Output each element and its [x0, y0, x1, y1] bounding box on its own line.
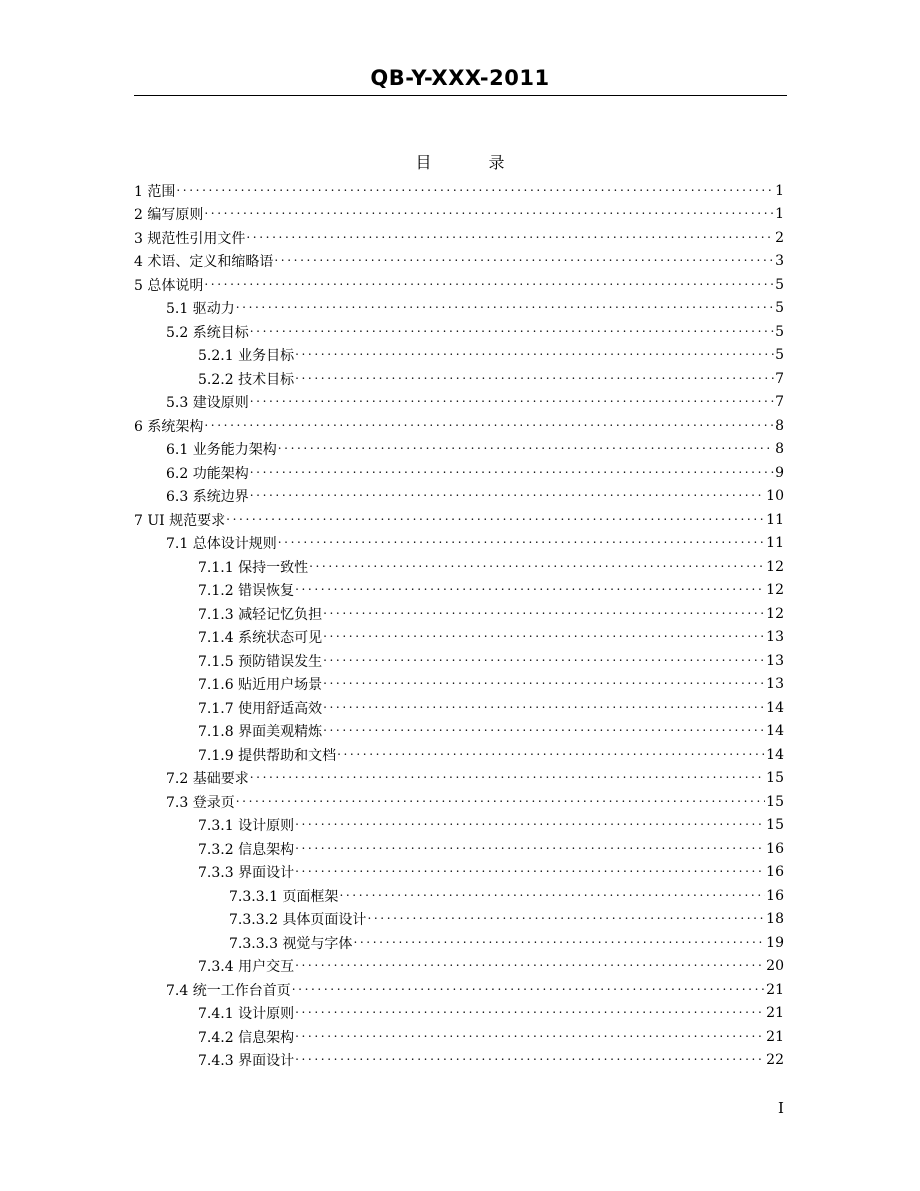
toc-entry-title: 业务目标 [238, 348, 295, 365]
toc-entry-label [166, 298, 235, 318]
toc-entry-title: 系统边界 [192, 489, 249, 506]
toc-entry-page: 21 [766, 1005, 784, 1022]
toc-entry[interactable] [134, 414, 784, 438]
toc-entry-number: 5.2 [166, 324, 189, 341]
toc-entry-label [134, 275, 203, 295]
table-of-contents [134, 179, 784, 1072]
toc-dot-leader [323, 630, 765, 644]
toc-entry[interactable] [134, 1025, 784, 1049]
toc-entry-page: 16 [766, 840, 784, 857]
toc-entry-number: 7.3.1 [198, 818, 234, 835]
toc-dot-leader [246, 231, 774, 245]
toc-entry-page: 7 [775, 370, 784, 387]
toc-dot-leader [292, 983, 765, 997]
toc-entry[interactable] [134, 626, 784, 650]
toc-dot-leader [295, 1006, 765, 1020]
toc-dot-leader [295, 1030, 765, 1044]
toc-entry[interactable] [134, 743, 784, 767]
toc-entry-title: 总体说明 [147, 277, 204, 294]
toc-dot-leader [295, 842, 765, 856]
toc-entry-page: 16 [766, 864, 784, 881]
toc-dot-leader [250, 489, 765, 503]
toc-entry-page: 12 [766, 605, 784, 622]
toc-entry[interactable] [134, 297, 784, 321]
toc-entry-title: 编写原则 [147, 207, 204, 224]
toc-entry-number: 7.1.5 [198, 653, 234, 670]
toc-entry-label [229, 886, 338, 906]
toc-entry-title: 术语、定义和缩略语 [147, 254, 274, 271]
toc-entry[interactable] [134, 508, 784, 532]
toc-entry-label [166, 322, 249, 342]
toc-entry-number: 7.1.1 [198, 559, 234, 576]
toc-entry-number: 3 [134, 230, 143, 247]
toc-dot-leader [295, 959, 765, 973]
toc-entry-number: 7.3 [166, 794, 189, 811]
toc-entry-page: 11 [766, 535, 784, 552]
toc-entry-number: 5 [134, 277, 143, 294]
toc-entry-page: 8 [775, 441, 784, 458]
toc-entry[interactable] [134, 1049, 784, 1073]
toc-entry-number: 1 [134, 183, 143, 200]
toc-entry-title: 错误恢复 [238, 583, 295, 600]
toc-entry-title: 范围 [147, 183, 176, 200]
toc-entry-label [166, 980, 291, 1000]
toc-dot-leader [339, 889, 765, 903]
toc-entry-title: 信息架构 [238, 1029, 295, 1046]
toc-entry-number: 2 [134, 207, 143, 224]
toc-dot-leader [353, 936, 765, 950]
toc-dot-leader [337, 748, 765, 762]
toc-entry[interactable] [134, 226, 784, 250]
toc-entry[interactable] [134, 649, 784, 673]
toc-entry-page: 14 [766, 699, 784, 716]
toc-entry-title: 业务能力架构 [192, 442, 277, 459]
toc-entry-page: 2 [775, 229, 784, 246]
header-rule [134, 95, 787, 96]
toc-entry-number: 5.2.2 [198, 371, 234, 388]
toc-entry-title: 系统状态可见 [238, 630, 323, 647]
toc-entry-title: 建设原则 [192, 395, 249, 412]
toc-entry-number: 6.2 [166, 465, 189, 482]
toc-entry-page: 7 [775, 394, 784, 411]
toc-dot-leader [323, 724, 765, 738]
toc-entry-title: 功能架构 [192, 465, 249, 482]
toc-dot-leader [250, 325, 774, 339]
toc-entry-title: 贴近用户场景 [238, 677, 323, 694]
toc-entry-label [166, 463, 249, 483]
toc-entry-page: 12 [766, 582, 784, 599]
toc-entry-number: 7.4 [166, 982, 189, 999]
toc-entry-title: 视觉与字体 [282, 935, 353, 952]
toc-entry[interactable] [134, 978, 784, 1002]
toc-dot-leader [204, 207, 774, 221]
toc-entry[interactable] [134, 673, 784, 697]
toc-dot-leader [367, 912, 765, 926]
toc-entry-page: 1 [775, 182, 784, 199]
toc-entry[interactable] [134, 579, 784, 603]
toc-entry-number: 5.2.1 [198, 348, 234, 365]
toc-entry-label [166, 392, 249, 412]
toc-entry[interactable] [134, 485, 784, 509]
toc-entry[interactable] [134, 790, 784, 814]
toc-entry-title: 信息架构 [238, 841, 295, 858]
toc-entry-number: 4 [134, 254, 143, 271]
toc-entry-title: 具体页面设计 [282, 912, 367, 929]
toc-entry-label [198, 956, 294, 976]
toc-entry[interactable] [134, 955, 784, 979]
toc-entry-title: 规范性引用文件 [147, 230, 246, 247]
toc-entry-title: 设计原则 [238, 1006, 295, 1023]
toc-entry-label [166, 792, 235, 812]
toc-entry-number: 5.1 [166, 301, 189, 318]
toc-entry-number: 7.3.3.3 [229, 935, 278, 952]
toc-entry-label [134, 228, 245, 248]
toc-entry-label [198, 604, 322, 624]
toc-dot-leader [226, 513, 765, 527]
toc-entry[interactable] [134, 461, 784, 485]
toc-entry-title: 统一工作台首页 [192, 982, 291, 999]
toc-entry-title: UI 规范要求 [147, 512, 226, 529]
toc-dot-leader [236, 795, 765, 809]
toc-entry-title: 总体设计规则 [192, 536, 277, 553]
toc-entry-title: 提供帮助和文档 [238, 747, 337, 764]
toc-entry-number: 7.1.2 [198, 583, 234, 600]
toc-entry-label [198, 815, 294, 835]
toc-dot-leader [295, 372, 774, 386]
toc-dot-leader [278, 442, 774, 456]
toc-entry-page: 11 [766, 511, 784, 528]
toc-entry[interactable] [134, 837, 784, 861]
toc-entry-page: 15 [766, 793, 784, 810]
toc-entry[interactable] [134, 884, 784, 908]
toc-entry-label [166, 768, 249, 788]
toc-entry-page: 20 [766, 958, 784, 975]
toc-dot-leader [204, 278, 774, 292]
toc-entry-label [198, 839, 294, 859]
toc-dot-leader [204, 419, 774, 433]
toc-entry-number: 7.1.6 [198, 677, 234, 694]
toc-entry-title: 技术目标 [238, 371, 295, 388]
toc-entry-page: 10 [766, 488, 784, 505]
toc-entry-label [198, 1027, 294, 1047]
toc-dot-leader [295, 583, 765, 597]
toc-dot-leader [295, 1053, 765, 1067]
toc-entry-number: 7 [134, 512, 143, 529]
toc-entry-number: 7.3.3.1 [229, 888, 278, 905]
toc-entry-label [198, 1050, 294, 1070]
toc-entry-label [198, 557, 308, 577]
toc-entry-title: 保持一致性 [238, 559, 309, 576]
toc-entry-number: 7.2 [166, 771, 189, 788]
toc-entry-page: 14 [766, 746, 784, 763]
toc-entry-title: 登录页 [192, 794, 235, 811]
toc-entry[interactable] [134, 931, 784, 955]
toc-entry-title: 界面美观精炼 [238, 724, 323, 741]
toc-entry-number: 7.3.3 [198, 865, 234, 882]
toc-entry-number: 7.3.2 [198, 841, 234, 858]
toc-entry[interactable] [134, 1002, 784, 1026]
toc-entry-label [134, 416, 203, 436]
toc-dot-leader [309, 560, 765, 574]
toc-entry-number: 7.1 [166, 536, 189, 553]
toc-dot-leader [250, 395, 774, 409]
toc-entry-label [134, 251, 273, 271]
toc-entry-label [198, 1003, 294, 1023]
toc-entry-number: 7.4.1 [198, 1006, 234, 1023]
toc-entry-title: 设计原则 [238, 818, 295, 835]
toc-entry-page: 5 [775, 323, 784, 340]
toc-entry-page: 21 [766, 981, 784, 998]
toc-entry-title: 用户交互 [238, 959, 295, 976]
toc-entry-number: 5.3 [166, 395, 189, 412]
toc-entry[interactable] [134, 696, 784, 720]
toc-entry-title: 系统架构 [147, 418, 204, 435]
toc-entry-page: 21 [766, 1028, 784, 1045]
toc-entry[interactable] [134, 344, 784, 368]
toc-entry-label [198, 698, 322, 718]
toc-entry[interactable] [134, 273, 784, 297]
toc-entry-label [134, 181, 175, 201]
toc-dot-leader [250, 771, 765, 785]
toc-entry[interactable] [134, 438, 784, 462]
toc-entry-label [198, 580, 294, 600]
toc-entry-title: 界面设计 [238, 865, 295, 882]
toc-dot-leader [323, 701, 765, 715]
toc-entry-page: 18 [766, 911, 784, 928]
toc-entry-number: 7.3.4 [198, 959, 234, 976]
toc-entry[interactable] [134, 367, 784, 391]
toc-entry[interactable] [134, 320, 784, 344]
toc-entry-label [166, 486, 249, 506]
toc-entry-title: 减轻记忆负担 [238, 606, 323, 623]
toc-entry-number: 6.1 [166, 442, 189, 459]
toc-entry-label [198, 369, 294, 389]
toc-entry-number: 6 [134, 418, 143, 435]
toc-entry-title: 页面框架 [282, 888, 339, 905]
toc-entry-page: 12 [766, 558, 784, 575]
toc-entry-number: 7.1.7 [198, 700, 234, 717]
toc-entry[interactable] [134, 555, 784, 579]
toc-entry-label [198, 651, 322, 671]
toc-entry[interactable] [134, 203, 784, 227]
toc-entry-number: 7.1.8 [198, 724, 234, 741]
page-number: I [778, 1099, 784, 1117]
toc-entry[interactable] [134, 602, 784, 626]
toc-entry-title: 预防错误发生 [238, 653, 323, 670]
toc-dot-leader [295, 348, 774, 362]
toc-entry-title: 基础要求 [192, 771, 249, 788]
toc-entry-title: 驱动力 [192, 301, 235, 318]
toc-entry-page: 5 [775, 276, 784, 293]
toc-entry[interactable] [134, 179, 784, 203]
toc-dot-leader [295, 818, 765, 832]
toc-dot-leader [176, 184, 774, 198]
toc-dot-leader [323, 677, 765, 691]
toc-entry-label [166, 439, 277, 459]
toc-entry[interactable] [134, 767, 784, 791]
toc-entry-page: 8 [775, 417, 784, 434]
toc-entry-label [198, 345, 294, 365]
toc-entry-number: 7.1.9 [198, 747, 234, 764]
toc-entry-label [198, 674, 322, 694]
toc-entry-title: 使用舒适高效 [238, 700, 323, 717]
toc-entry-label [229, 933, 352, 953]
toc-entry-page: 5 [775, 300, 784, 317]
toc-entry-label [198, 627, 322, 647]
toc-entry-page: 13 [766, 629, 784, 646]
toc-entry-page: 3 [775, 253, 784, 270]
toc-entry[interactable] [134, 908, 784, 932]
toc-entry-page: 22 [766, 1052, 784, 1069]
toc-entry-title: 界面设计 [238, 1053, 295, 1070]
toc-entry-page: 13 [766, 652, 784, 669]
toc-entry-label [198, 745, 336, 765]
toc-dot-leader [295, 865, 765, 879]
toc-entry-label [198, 721, 322, 741]
toc-entry-label [134, 510, 225, 530]
toc-dot-leader [323, 654, 765, 668]
toc-dot-leader [274, 254, 774, 268]
toc-entry[interactable] [134, 250, 784, 274]
document-header-title: QB-Y-XXX-2011 [370, 66, 550, 90]
toc-entry-label [198, 862, 294, 882]
toc-dot-leader [323, 607, 765, 621]
toc-dot-leader [236, 301, 774, 315]
toc-title: 目 录 [415, 153, 531, 172]
toc-entry-page: 15 [766, 770, 784, 787]
toc-dot-leader [278, 536, 765, 550]
toc-entry-page: 15 [766, 817, 784, 834]
toc-entry[interactable] [134, 532, 784, 556]
toc-entry-number: 7.1.4 [198, 630, 234, 647]
toc-entry-page: 1 [775, 206, 784, 223]
toc-dot-leader [250, 466, 774, 480]
toc-entry-page: 5 [775, 347, 784, 364]
toc-entry-number: 6.3 [166, 489, 189, 506]
toc-entry[interactable] [134, 720, 784, 744]
toc-entry-label [134, 204, 203, 224]
toc-entry-number: 7.1.3 [198, 606, 234, 623]
toc-entry-label [229, 909, 366, 929]
toc-entry-page: 13 [766, 676, 784, 693]
toc-entry-number: 7.4.2 [198, 1029, 234, 1046]
toc-entry[interactable] [134, 391, 784, 415]
toc-entry-number: 7.3.3.2 [229, 912, 278, 929]
toc-entry[interactable] [134, 861, 784, 885]
toc-entry-title: 系统目标 [192, 324, 249, 341]
toc-entry-page: 9 [775, 464, 784, 481]
toc-entry-number: 7.4.3 [198, 1053, 234, 1070]
toc-entry[interactable] [134, 814, 784, 838]
toc-entry-label [166, 533, 277, 553]
toc-entry-page: 19 [766, 934, 784, 951]
toc-entry-page: 14 [766, 723, 784, 740]
toc-entry-page: 16 [766, 887, 784, 904]
